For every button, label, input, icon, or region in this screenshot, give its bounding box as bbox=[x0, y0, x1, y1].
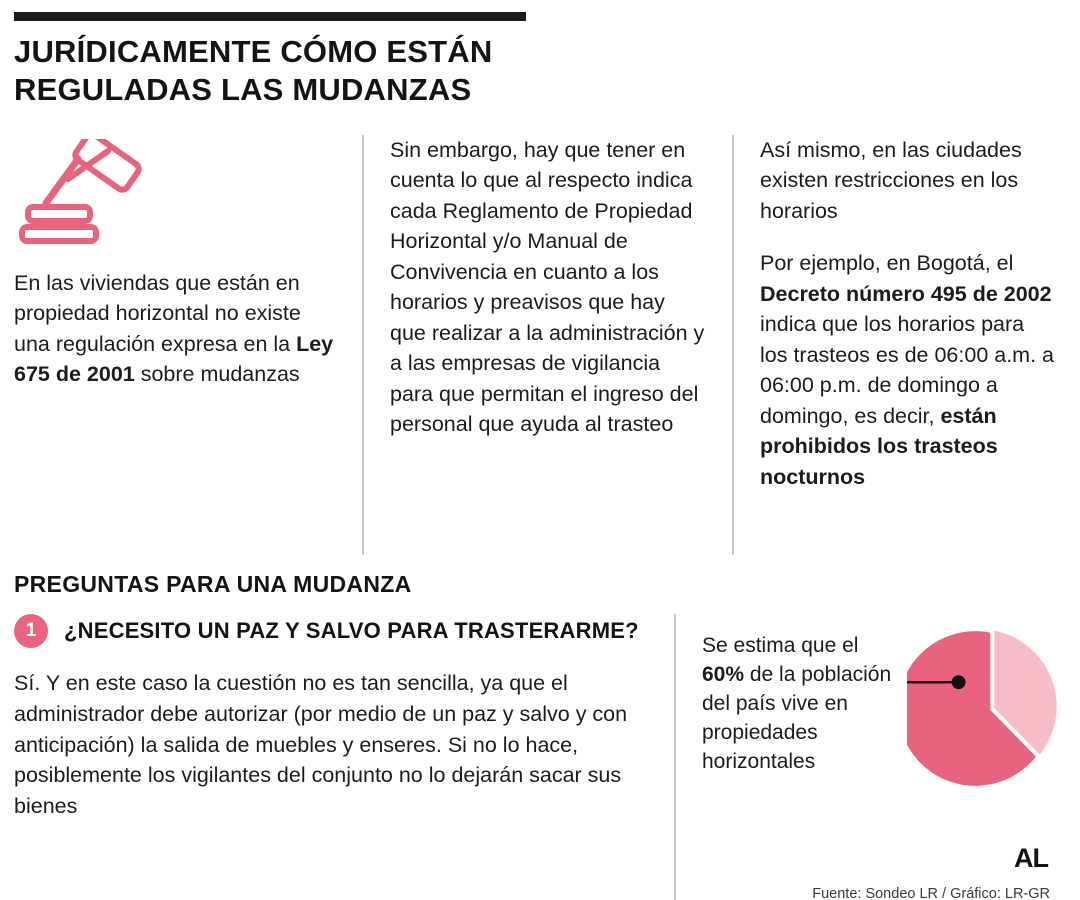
column-2-paragraph-1 bbox=[390, 135, 706, 440]
infographic-page bbox=[0, 12, 1080, 900]
gavel-icon bbox=[16, 139, 166, 249]
text-segment: de la población del país vive en propiedades horizontales bbox=[702, 662, 892, 773]
text-segment: Así mismo, en las ciudades existen restricciones en los horarios bbox=[760, 137, 1022, 223]
three-column-block bbox=[14, 135, 1066, 555]
brand-logo: AL bbox=[1014, 842, 1048, 873]
top-rule-divider bbox=[14, 12, 526, 21]
text-segment-bold: Decreto número 495 de 2002 bbox=[760, 281, 1052, 306]
pie-chart-caption bbox=[702, 624, 905, 777]
page-title-line-2: REGULADAS LAS MUDANZAS bbox=[14, 71, 472, 107]
page-title-line-1: JURÍDICAMENTE CÓMO ESTÁN bbox=[14, 34, 493, 69]
pie-value-label: 60% bbox=[702, 662, 745, 686]
column-3-paragraph-1 bbox=[760, 135, 1056, 227]
text-segment: indica que los horarios para los trasteos es de 06:00 a.m. a 06:00 p.m. de domingo a domingo, es decir, bbox=[760, 312, 1054, 428]
text-segment: Se estima que el bbox=[702, 633, 859, 657]
source-credit: Fuente: Sondeo LR / Gráfico: LR-GR bbox=[812, 885, 1050, 900]
text-segment-bold: están prohibidos los trasteos nocturnos bbox=[760, 403, 998, 489]
text-segment-bold: Ley 675 de 2001 bbox=[14, 331, 334, 387]
text-segment: Sin embargo, hay que tener en cuenta lo que al respecto indica cada Reglamento de Propiedad Horizontal y/o Manual de Convivencia en cuanto a los horarios y preavisos que hay que realizar a la administración y a las empresas de vigilancia para que permitan el ingreso del personal que ayuda al trasteo bbox=[390, 137, 705, 437]
answer-text: Sí. Y en este caso la cuestión no es tan sencilla, ya que el administrador debe autorizar (por medio de un paz y salvo y con anticipación) la salida de muebles y enseres. Si no lo hace, posiblemente los vigilantes del conjunto no lo dejarán sacar sus bienes bbox=[14, 670, 628, 819]
question-text: ¿NECESITO UN PAZ Y SALVO PARA TRASTERARME? bbox=[64, 617, 639, 643]
text-segment: sobre mudanzas bbox=[134, 362, 300, 387]
pie-chart-block bbox=[674, 614, 1066, 900]
lower-block bbox=[14, 614, 1066, 900]
text-segment: En las viviendas que están en propiedad horizontal no existe una regulación expresa en la bbox=[14, 270, 301, 356]
question-number-badge: 1 bbox=[14, 614, 48, 648]
question-block bbox=[14, 614, 674, 900]
column-1-paragraph-1 bbox=[14, 268, 336, 390]
pie-chart-wrap bbox=[702, 624, 1066, 789]
pie-chart bbox=[907, 624, 1066, 789]
column-1 bbox=[14, 135, 362, 555]
leader-dot bbox=[952, 675, 966, 689]
column-2 bbox=[362, 135, 732, 555]
questions-section-heading: PREGUNTAS PARA UNA MUDANZA bbox=[14, 570, 412, 597]
question-row bbox=[14, 614, 650, 648]
page-title bbox=[14, 33, 1066, 109]
column-3-paragraph-2 bbox=[760, 248, 1056, 492]
column-3 bbox=[732, 135, 1062, 555]
text-segment: Por ejemplo, en Bogotá, el bbox=[760, 251, 1014, 276]
